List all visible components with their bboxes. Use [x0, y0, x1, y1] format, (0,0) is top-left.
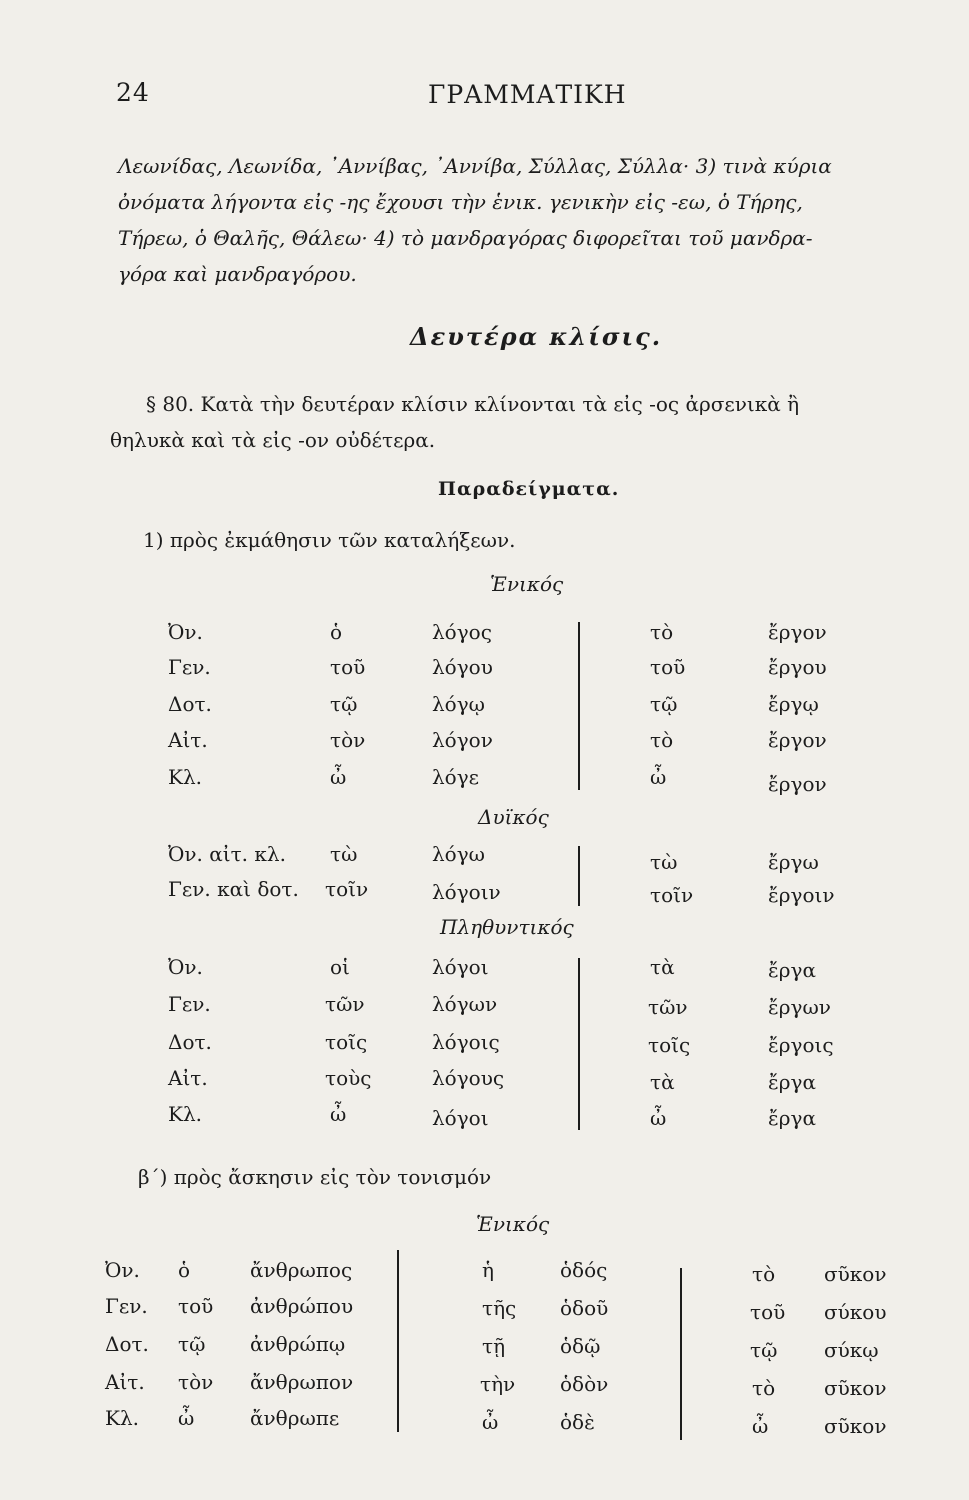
noun-form: λόγους	[432, 1066, 505, 1090]
case-label: Αἰτ.	[168, 1066, 208, 1090]
article: τῶν	[325, 992, 365, 1016]
intro-paragraph	[118, 148, 832, 292]
noun-form: ἄνθρωπος	[250, 1258, 353, 1282]
article: ὦ	[650, 765, 667, 789]
noun-form: λόγοι	[432, 955, 489, 979]
article: ὦ	[650, 1106, 667, 1130]
intro-line: Λεωνίδας, Λεωνίδα, ᾿Αννίβας, ᾿Αννίβα, Σύλλας, Σύλλα· 3) τινὰ κύρια	[118, 154, 832, 178]
noun-form: ἔργω	[768, 850, 819, 874]
noun-form: ἔργοιν	[768, 883, 835, 907]
paragraph-80-line: θηλυκὰ καὶ τὰ εἰς -ον οὐδέτερα.	[110, 428, 436, 452]
noun-form: λόγοιν	[432, 880, 501, 904]
noun-form: ἔργα	[768, 1070, 816, 1094]
article: τὸ	[650, 728, 674, 752]
article: τοῦ	[330, 655, 366, 679]
article: τοῦ	[178, 1294, 214, 1318]
article: τοὺς	[325, 1066, 372, 1090]
noun-form: ὁδός	[560, 1258, 608, 1282]
article: τοῦ	[650, 655, 686, 679]
article: τὸν	[178, 1370, 214, 1394]
table1-singular-label: Ἑνικός	[490, 572, 564, 596]
noun-form: σύκῳ	[824, 1338, 879, 1362]
noun-form: λόγε	[432, 765, 480, 789]
case-label: Κλ.	[105, 1406, 139, 1430]
noun-form: ἄνθρωπον	[250, 1370, 354, 1394]
noun-form: λόγω	[432, 842, 485, 866]
noun-form: λόγοις	[432, 1030, 500, 1054]
noun-form: λόγῳ	[432, 692, 485, 716]
noun-form: ἔργον	[768, 620, 827, 644]
case-label: Γεν.	[105, 1294, 148, 1318]
column-divider	[680, 1268, 682, 1440]
noun-form: σῦκον	[824, 1414, 887, 1438]
case-label: Κλ.	[168, 1102, 202, 1126]
case-label: Ὀν.	[168, 620, 203, 644]
noun-form: λόγος	[432, 620, 492, 644]
article: τὴν	[480, 1372, 516, 1396]
case-label: Δοτ.	[168, 692, 212, 716]
table1-dual-label: Δυϊκός	[478, 805, 549, 829]
noun-form: σῦκον	[824, 1376, 887, 1400]
case-label: Γεν. καὶ δοτ.	[168, 877, 299, 901]
case-label: Γεν.	[168, 655, 211, 679]
column-divider	[578, 846, 580, 906]
article: τῆς	[482, 1296, 517, 1320]
noun-form: ἔργα	[768, 1106, 816, 1130]
part1-label: 1) πρὸς ἐκμάθησιν τῶν καταλήξεων.	[143, 528, 516, 552]
case-label: Ὀν. αἰτ. κλ.	[168, 842, 286, 866]
article: τοῖν	[325, 877, 369, 901]
noun-form: ἔργον	[768, 728, 827, 752]
column-divider	[578, 958, 580, 1130]
column-divider	[578, 622, 580, 790]
running-title: ΓΡΑΜΜΑΤΙΚΗ	[428, 80, 627, 109]
noun-form: λόγοι	[432, 1106, 489, 1130]
table2-singular-label: Ἑνικός	[476, 1212, 550, 1236]
article: τοῦ	[750, 1300, 786, 1324]
article: τὸ	[752, 1376, 776, 1400]
section-title: Δευτέρα κλίσις.	[410, 322, 663, 351]
article: τοῖν	[650, 883, 694, 907]
noun-form: ὁδοῦ	[560, 1296, 609, 1320]
article: ὦ	[178, 1406, 195, 1430]
noun-form: ὁδὲ	[560, 1410, 595, 1434]
article: οἱ	[330, 955, 350, 979]
noun-form: ἔργοις	[768, 1033, 834, 1057]
article: τῷ	[330, 692, 358, 716]
noun-form: σύκου	[824, 1300, 887, 1324]
article: τὸν	[330, 728, 366, 752]
article: τὰ	[650, 955, 675, 979]
noun-form: ἔργα	[768, 958, 816, 982]
article: τῷ	[650, 692, 678, 716]
article: τὼ	[330, 842, 358, 866]
article: τὼ	[650, 850, 678, 874]
noun-form: ὁδῷ	[560, 1334, 601, 1358]
article: ὦ	[330, 765, 347, 789]
case-label: Δοτ.	[168, 1030, 212, 1054]
noun-form: ἔργου	[768, 655, 827, 679]
article: τῶν	[648, 995, 688, 1019]
article: τὸ	[752, 1262, 776, 1286]
noun-form: ἔργον	[768, 772, 827, 796]
paragraph-80-line: § 80. Κατὰ τὴν δευτέραν κλίσιν κλίνονται τὰ εἰς -ος ἀρσενικὰ ἢ	[146, 392, 800, 416]
article: τοῖς	[325, 1030, 368, 1054]
examples-title: Παραδείγματα.	[438, 478, 620, 500]
noun-form: ἔργῳ	[768, 692, 819, 716]
article: ὦ	[752, 1414, 769, 1438]
case-label: Ὀν.	[168, 955, 203, 979]
case-label: Αἰτ.	[105, 1370, 145, 1394]
article: ὁ	[330, 620, 343, 644]
intro-line: γόρα καὶ μανδραγόρου.	[118, 262, 357, 286]
noun-form: λόγον	[432, 728, 493, 752]
noun-form: σῦκον	[824, 1262, 887, 1286]
article: τὰ	[650, 1070, 675, 1094]
paragraph-80	[110, 386, 799, 458]
intro-line: Τήρεω, ὁ Θαλῆς, Θάλεω· 4) τὸ μανδραγόρας διφορεῖται τοῦ μανδρα-	[118, 226, 813, 250]
article: ὦ	[482, 1410, 499, 1434]
intro-line: ὀνόματα λήγοντα εἰς -ης ἔχουσι τὴν ἑνικ. γενικὴν εἰς -εω, ὁ Τήρης,	[118, 190, 803, 214]
article: τῷ	[178, 1332, 206, 1356]
case-label: Κλ.	[168, 765, 202, 789]
article: ἡ	[482, 1258, 494, 1282]
article: τῷ	[750, 1338, 778, 1362]
case-label: Αἰτ.	[168, 728, 208, 752]
noun-form: λόγου	[432, 655, 493, 679]
case-label: Γεν.	[168, 992, 211, 1016]
article: τὸ	[650, 620, 674, 644]
noun-form: ὁδὸν	[560, 1372, 609, 1396]
page-number: 24	[116, 78, 150, 107]
column-divider	[397, 1250, 399, 1432]
case-label: Δοτ.	[105, 1332, 149, 1356]
noun-form: λόγων	[432, 992, 498, 1016]
article: ὦ	[330, 1102, 347, 1126]
noun-form: ἄνθρωπε	[250, 1406, 340, 1430]
article: ὁ	[178, 1258, 191, 1282]
case-label: Ὀν.	[105, 1258, 140, 1282]
part2-label: β΄) πρὸς ἄσκησιν εἰς τὸν τονισμόν	[138, 1165, 492, 1189]
table1-plural-label: Πληθυντικός	[440, 915, 574, 939]
article: τῇ	[482, 1334, 506, 1358]
noun-form: ἔργων	[768, 995, 831, 1019]
article: τοῖς	[648, 1033, 691, 1057]
noun-form: ἀνθρώπου	[250, 1294, 354, 1318]
noun-form: ἀνθρώπῳ	[250, 1332, 346, 1356]
